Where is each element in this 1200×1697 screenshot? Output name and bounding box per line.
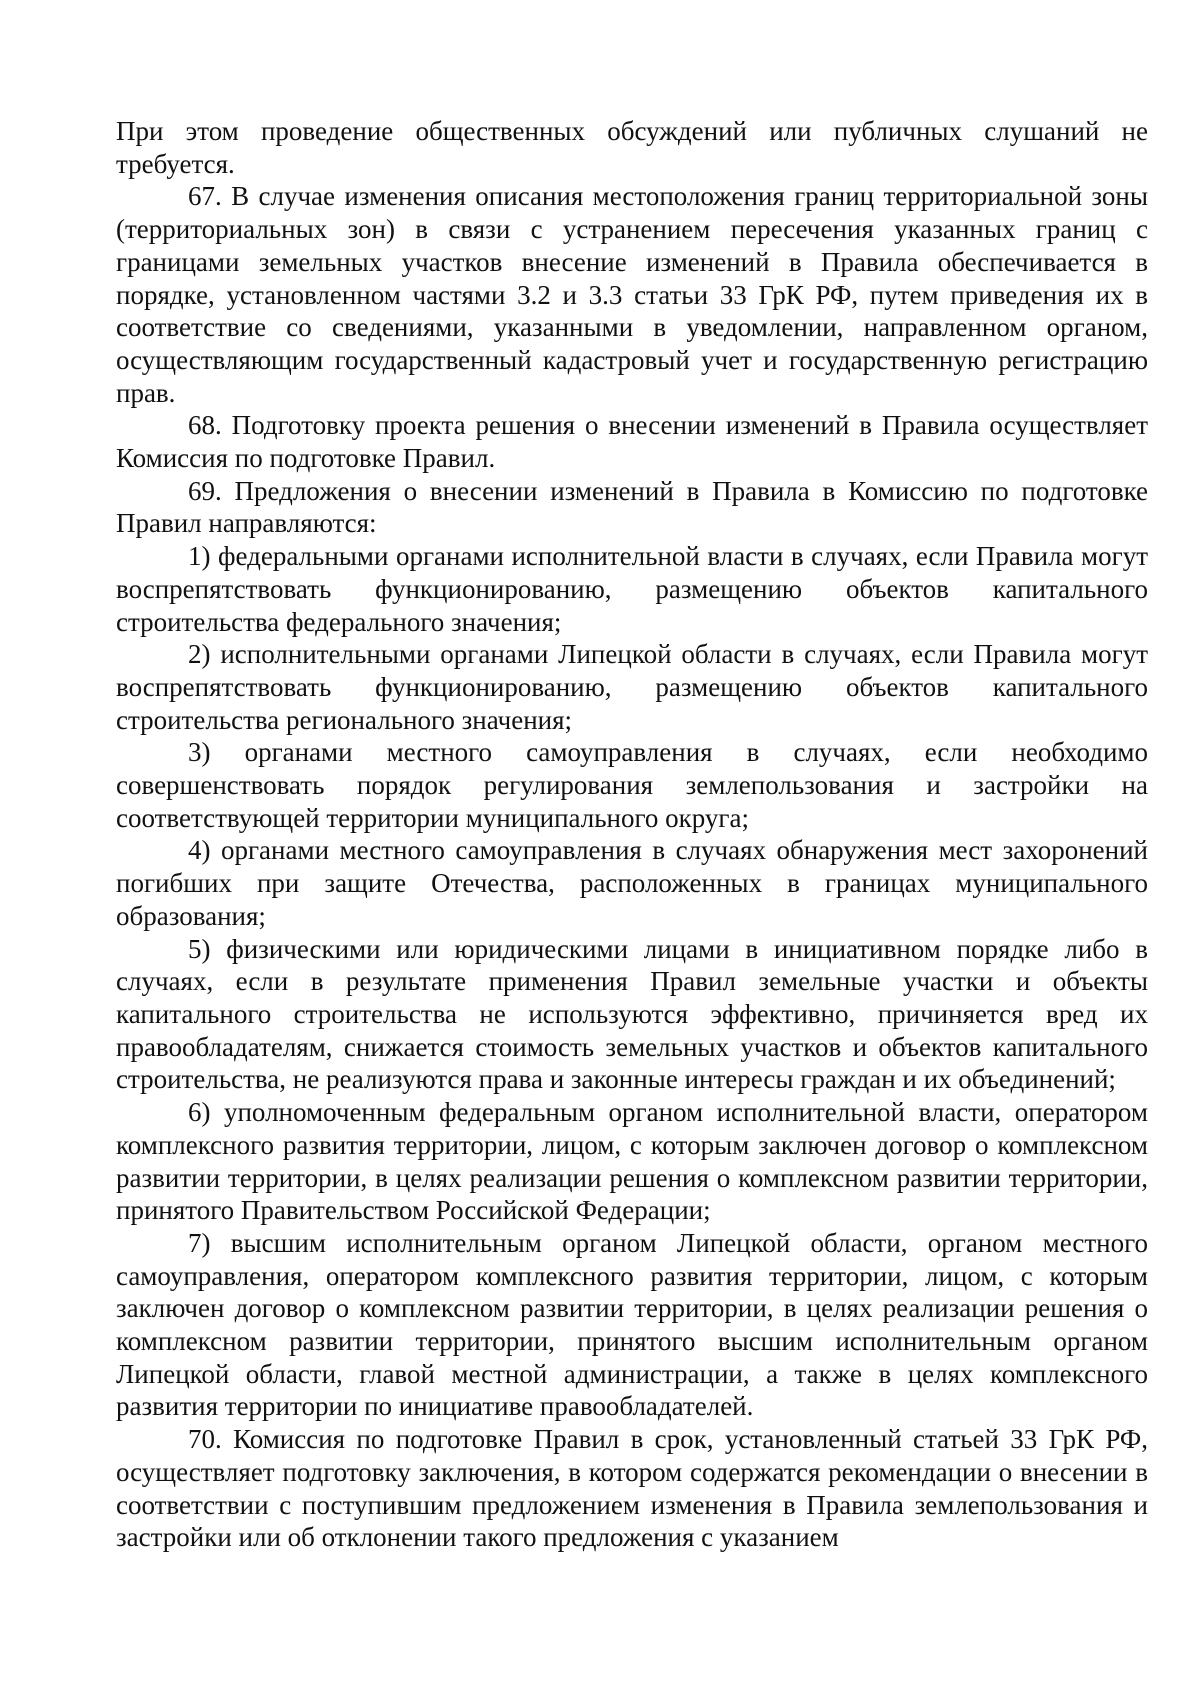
list-item-4: 4) органами местного самоуправления в случаях обнаружения мест захоронений погибших при защите Отечества, расположенных в границах муниципального образования; — [116, 835, 1148, 931]
list-item-1: 1) федеральными органами исполнительной власти в случаях, если Правила могут воспрепятствовать функционированию, размещению объектов капитального строительства федерального значения; — [116, 541, 1148, 637]
list-item-6: 6) уполномоченным федеральным органом исполнительной власти, оператором комплексного развития территории, лицом, с которым заключен договор о комплексном развитии территории, в целях реализации решения о комплексном развитии территории, принятого Правительством Российской Федерации; — [116, 1097, 1148, 1226]
list-item-7: 7) высшим исполнительным органом Липецкой области, органом местного самоуправления, оператором комплексного развития территории, лицом, с которым заключен договор о комплексном развитии территории, в целях реализации решения о комплексном развитии территории, принятого высшим исполнительным органом Липецкой области, главой местной администрации, а также в целях комплексного развития территории по инициативе правообладателей. — [116, 1227, 1148, 1422]
paragraph-69: 69. Предложения о внесении изменений в Правила в Комиссию по подготовке Правил направляются: — [116, 475, 1148, 539]
paragraph-68: 68. Подготовку проекта решения о внесении изменений в Правила осуществляет Комиссия по подготовке Правил. — [116, 410, 1148, 474]
list-item-5: 5) физическими или юридическими лицами в инициативном порядке либо в случаях, если в результате применения Правил земельные участки и объекты капитального строительства не используются эффективно, причиняется вред их правообладателям, снижается стоимость земельных участков и объектов капитального строительства, не реализуются права и законные интересы граждан и их объединений; — [116, 933, 1148, 1095]
list-item-3: 3) органами местного самоуправления в случаях, если необходимо совершенствовать порядок регулирования землепользования и застройки на соответствующей территории муниципального округа; — [116, 737, 1148, 833]
paragraph-70: 70. Комиссия по подготовке Правил в срок, установленный статьей 33 ГрК РФ, осуществляет подготовку заключения, в котором содержатся рекомендации о внесении в соответствии с поступившим предложением изменения в Правила землепользования и застройки или об отклонении такого предложения с указанием — [116, 1424, 1148, 1553]
document-body — [116, 115, 1148, 1554]
list-item-2: 2) исполнительными органами Липецкой области в случаях, если Правила могут воспрепятствовать функционированию, размещению объектов капитального строительства регионального значения; — [116, 639, 1148, 735]
paragraph: При этом проведение общественных обсуждений или публичных слушаний не требуется. — [116, 116, 1148, 179]
paragraph-67: 67. В случае изменения описания местоположения границ территориальной зоны (территориальных зон) в связи с устранением пересечения указанных границ с границами земельных участков внесение изменений в Правила обеспечивается в порядке, установленном частями 3.2 и 3.3 статьи 33 ГрК РФ, путем приведения их в соответствие со сведениями, указанными в уведомлении, направленном органом, осуществляющим государственный кадастровый учет и государственную регистрацию прав. — [116, 181, 1148, 408]
